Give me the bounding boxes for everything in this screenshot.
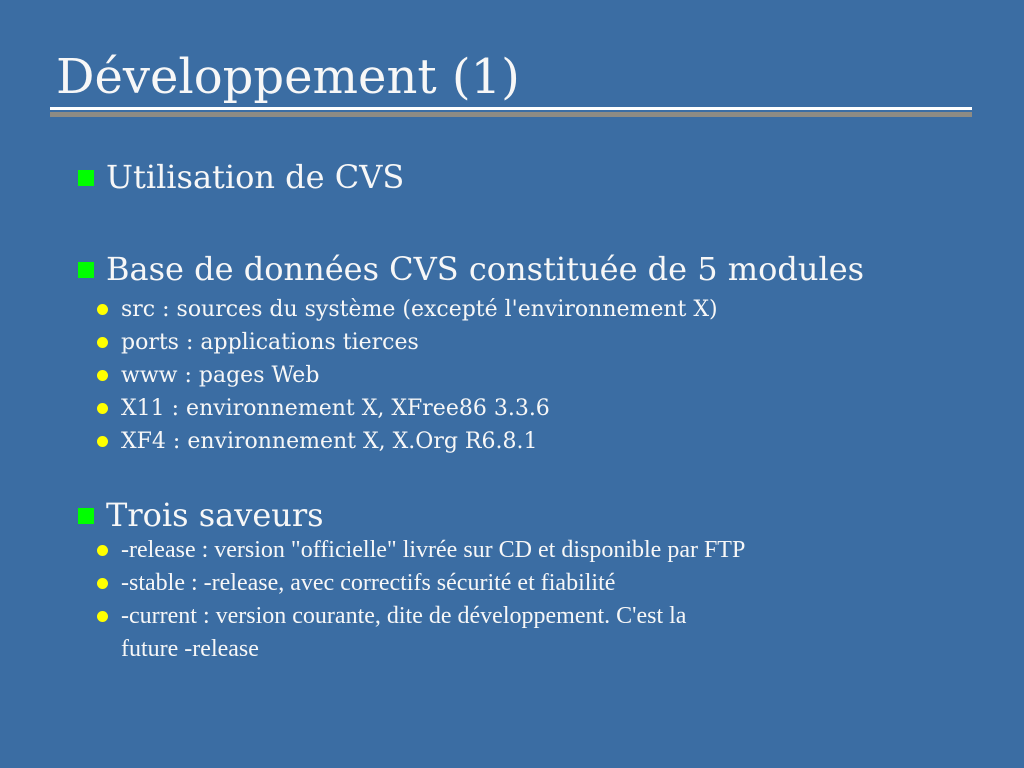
sub-bullet-item [97,600,745,666]
sub-bullet-item [97,326,718,359]
sub-bullet-text: src : sources du système (excepté l'environnement X) [121,297,718,322]
yellow-dot-bullet-icon [97,304,108,315]
sub-bullet-text: X11 : environnement X, XFree86 3.3.6 [121,396,550,421]
bullet-item-level1 [78,250,864,288]
sub-bullet-list-modules [97,293,718,458]
title-underline-bottom-rule [50,112,972,117]
yellow-dot-bullet-icon [97,611,108,622]
yellow-dot-bullet-icon [97,370,108,381]
sub-bullet-list-saveurs [97,534,745,666]
sub-bullet-item [97,293,718,326]
sub-bullet-text: -current : version courante, dite de développement. C'est la [121,603,687,629]
sub-bullet-item [97,425,718,458]
sub-bullet-item [97,392,718,425]
sub-bullet-text-continuation: future -release [121,636,259,662]
green-square-bullet-icon [78,170,94,186]
slide-title: Développement (1) [56,49,520,105]
bullet-item-level1 [78,158,404,196]
sub-bullet-text: www : pages Web [121,363,320,388]
sub-bullet-item [97,359,718,392]
sub-bullet-text: -stable : -release, avec correctifs sécurité et fiabilité [121,570,616,596]
bullet-label: Trois saveurs [106,496,324,534]
sub-bullet-item [97,534,745,567]
sub-bullet-text: -release : version "officielle" livrée sur CD et disponible par FTP [121,537,746,563]
title-underline-top-rule [50,107,972,110]
yellow-dot-bullet-icon [97,436,108,447]
bullet-item-level1 [78,496,324,534]
yellow-dot-bullet-icon [97,545,108,556]
sub-bullet-text: ports : applications tierces [121,330,419,355]
bullet-label: Base de données CVS constituée de 5 modules [106,250,865,288]
bullet-label: Utilisation de CVS [106,158,405,196]
sub-bullet-item [97,567,745,600]
yellow-dot-bullet-icon [97,403,108,414]
yellow-dot-bullet-icon [97,578,108,589]
green-square-bullet-icon [78,262,94,278]
green-square-bullet-icon [78,508,94,524]
yellow-dot-bullet-icon [97,337,108,348]
sub-bullet-text: XF4 : environnement X, X.Org R6.8.1 [121,429,538,454]
